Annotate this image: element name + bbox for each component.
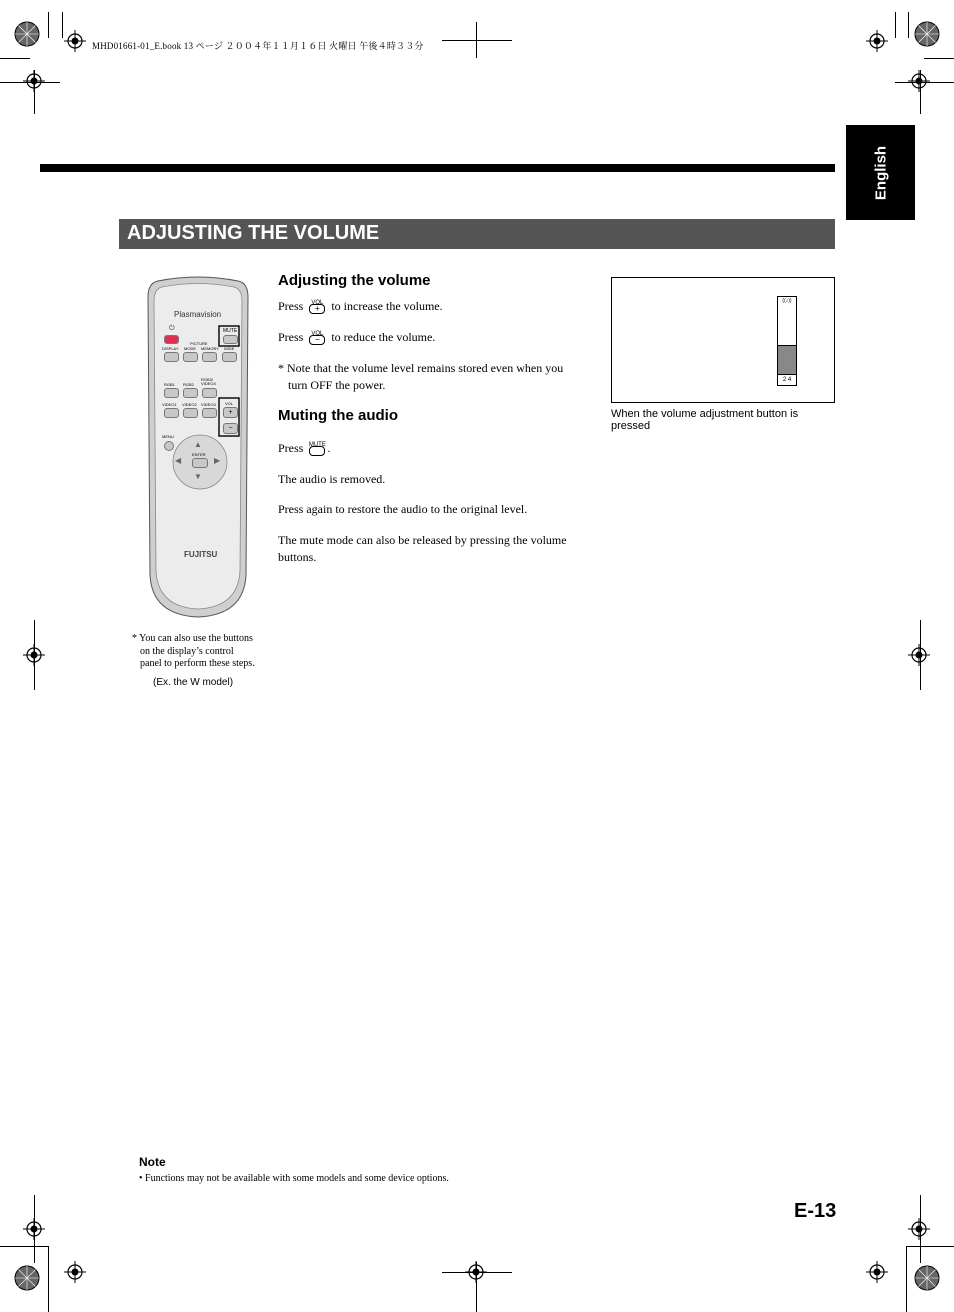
mute-release-text: The mute mode can also be released by pressing the volume buttons. (278, 533, 567, 564)
remote-arrow-down: ▼ (194, 472, 202, 481)
volume-memory-note: * Note that the volume level remains stored even when you turn OFF the power. (278, 361, 564, 392)
note-text: • Functions may not be available with some models and some device options. (139, 1173, 449, 1184)
registration-mark-icon (866, 1261, 888, 1283)
remote-model-caption: (Ex. the W model) (153, 677, 234, 688)
reduce-instruction: Press VOL − to reduce the volume. (278, 330, 436, 344)
remote-button (202, 388, 217, 398)
header-rule (40, 164, 835, 172)
remote-enter-label: ENTER (192, 452, 206, 457)
language-tab (846, 125, 915, 220)
adjusting-heading: Adjusting the volume (278, 272, 431, 289)
remote-button (202, 352, 217, 362)
mute-button-icon: MUTE (308, 444, 326, 455)
volume-level-gauge (777, 296, 797, 386)
star-target-icon (914, 21, 940, 47)
registration-mark-icon (908, 70, 930, 92)
vol-plus-icon: VOL + (311, 300, 324, 313)
remote-button (164, 388, 179, 398)
note-title: Note (139, 1155, 166, 1169)
star-target-icon (14, 21, 40, 47)
registration-mark-icon (908, 644, 930, 666)
remote-picture-label: PICTURE (190, 341, 208, 346)
registration-mark-icon (23, 644, 45, 666)
print-header: MHD01661-01_E.book 13 ページ ２００４年１１月１６日 火曜日 午後４時３３分 (92, 41, 424, 51)
section-title-bar (119, 219, 835, 249)
remote-vol-plus-button: + (223, 407, 238, 418)
star-target-icon (914, 1265, 940, 1291)
remote-arrow-left: ◀ (175, 456, 182, 465)
remote-control-illustration (144, 275, 252, 620)
remote-label-mode: MODE (184, 346, 196, 351)
registration-mark-icon (64, 30, 86, 52)
speaker-icon: ((♪)) (782, 298, 792, 304)
remote-button (222, 352, 237, 362)
remote-button (164, 408, 179, 418)
vol-minus-icon: VOL − (311, 331, 324, 344)
remote-menu-button (164, 441, 174, 451)
remote-label-wide: WIDE (224, 346, 235, 351)
star-target-icon (14, 1265, 40, 1291)
remote-button (183, 388, 198, 398)
restore-text: Press again to restore the audio to the original level. (278, 502, 528, 516)
remote-button (164, 352, 179, 362)
remote-mute-button (223, 335, 238, 344)
remote-brand-bottom: FUJITSU (184, 550, 218, 559)
osd-caption: When the volume adjustment button is pressed (611, 408, 799, 432)
remote-label-video2: VIDEO2 (182, 402, 197, 407)
remote-label-display: DISPLAY (162, 346, 179, 351)
remote-arrow-right: ▶ (214, 456, 221, 465)
remote-label-video3: VIDEO3 (201, 402, 216, 407)
registration-mark-icon (908, 1218, 930, 1240)
remote-vol-label: VOL (225, 401, 234, 406)
volume-level-value: 2 4 (778, 374, 796, 385)
registration-mark-icon (866, 30, 888, 52)
remote-label-memory: MEMORY (201, 346, 219, 351)
registration-mark-icon (64, 1261, 86, 1283)
remote-mute-label: MUTE (223, 328, 238, 334)
language-tab-label: English (872, 145, 889, 200)
increase-instruction: Press VOL + to increase the volume. (278, 299, 443, 313)
mute-instruction: Press MUTE . (278, 441, 331, 455)
remote-label-rgb3: RGB3/ VIDEO4 (201, 377, 216, 386)
remote-note: * You can also use the buttons on the display’s control panel to perform these steps. (132, 633, 255, 669)
volume-level-fill (778, 345, 796, 375)
registration-mark-icon (465, 1261, 487, 1283)
remote-label-rgb2: RGB2 (183, 382, 194, 387)
remote-enter-button (192, 458, 208, 468)
remote-label-rgb1: RGB1 (164, 382, 175, 387)
audio-removed-text: The audio is removed. (278, 472, 386, 486)
section-title: ADJUSTING THE VOLUME (127, 222, 380, 244)
remote-arrow-up: ▲ (194, 440, 202, 449)
remote-brand-top: Plasmavision (174, 310, 222, 319)
registration-mark-icon (23, 1218, 45, 1240)
remote-power-button (164, 335, 179, 344)
muting-heading: Muting the audio (278, 407, 398, 424)
page-number: E-13 (794, 1200, 837, 1222)
remote-button (202, 408, 217, 418)
remote-label-video1: VIDEO1 (162, 402, 177, 407)
remote-button (183, 352, 198, 362)
remote-button (183, 408, 198, 418)
power-icon: ⏻ (169, 325, 175, 332)
remote-menu-label: MENU (162, 434, 174, 439)
registration-mark-icon (23, 70, 45, 92)
volume-osd-screen (611, 277, 835, 403)
remote-vol-minus-button: − (223, 423, 238, 434)
